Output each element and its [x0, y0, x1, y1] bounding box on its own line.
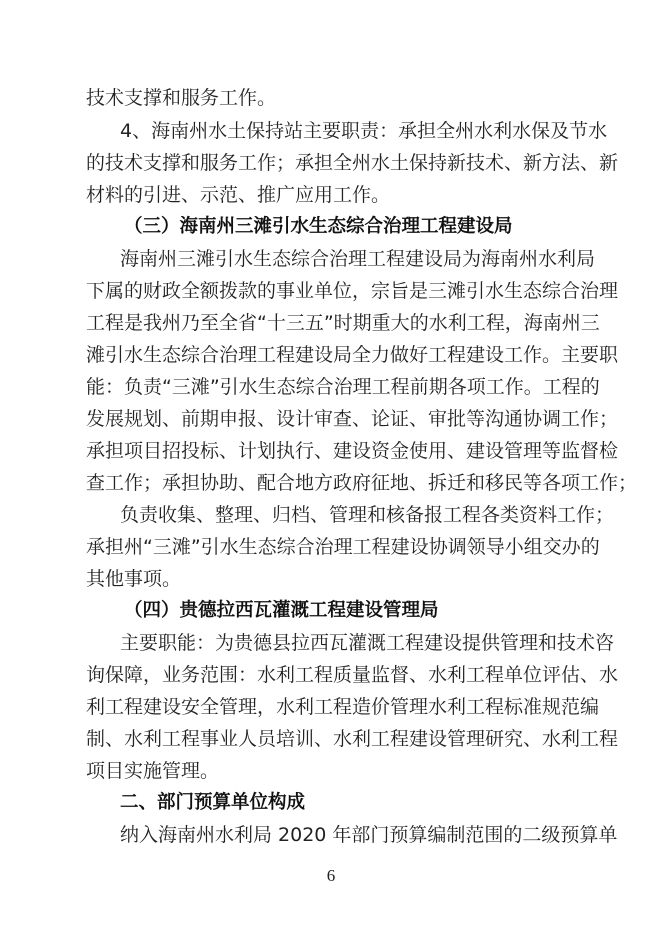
body-text-line: 纳入海南州水利局 2020 年部门预算编制范围的二级预算单 [120, 824, 618, 846]
body-text-line: 其他事项。 [86, 568, 182, 590]
body-text-line: 4、海南州水土保持站主要职责：承担全州水利水保及节水 [120, 120, 608, 142]
body-text-line: 材料的引进、示范、推广应用工作。 [86, 184, 391, 206]
body-text-line: 技术支撑和服务工作。 [86, 87, 277, 109]
body-text-line: 海南州三滩引水生态综合治理工程建设局为海南州水利局 [120, 248, 596, 270]
body-text-line: 承担州“三滩”引水生态综合治理工程建设协调领导小组交办的 [86, 536, 600, 558]
section-heading: 二、部门预算单位构成 [120, 792, 306, 813]
body-text-line: 下属的财政全额拨款的事业单位，宗旨是三滩引水生态综合治理 [86, 280, 619, 302]
body-text-line: 能：负责“三滩”引水生态综合治理工程前期各项工作。工程的 [86, 376, 600, 398]
body-text-line: 项目实施管理。 [86, 760, 220, 782]
body-text-line: 工程是我州乃至全省“十三五”时期重大的水利工程，海南州三 [86, 312, 600, 334]
body-text-line: 承担项目招投标、计划执行、建设资金使用、建设管理等监督检 [86, 440, 619, 462]
body-text-line: 发展规划、前期申报、设计审查、论证、审批等沟通协调工作； [86, 408, 619, 430]
body-text-line: 主要职能：为贵德县拉西瓦灌溉工程建设提供管理和技术咨 [120, 632, 615, 654]
body-text-line: 负责收集、整理、归档、管理和核备报工程各类资料工作； [120, 504, 615, 526]
section-heading: （四）贵德拉西瓦灌溉工程建设管理局 [124, 600, 439, 621]
body-text-line: 的技术支撑和服务工作；承担全州水土保持新技术、新方法、新 [86, 152, 619, 174]
body-text-line: 滩引水生态综合治理工程建设局全力做好工程建设工作。主要职 [86, 344, 619, 366]
body-text-line: 制、水利工程事业人员培训、水利工程建设管理研究、水利工程 [86, 728, 619, 750]
body-text-line: 询保障，业务范围：水利工程质量监督、水利工程单位评估、水 [86, 664, 619, 686]
body-text-line: 利工程建设安全管理，水利工程造价管理水利工程标准规范编 [86, 696, 600, 718]
page-number: 6 [326, 866, 336, 885]
body-text-line: 查工作；承担协助、配合地方政府征地、拆迁和移民等各项工作； [86, 472, 638, 494]
section-heading: （三）海南州三滩引水生态综合治理工程建设局 [124, 216, 513, 237]
